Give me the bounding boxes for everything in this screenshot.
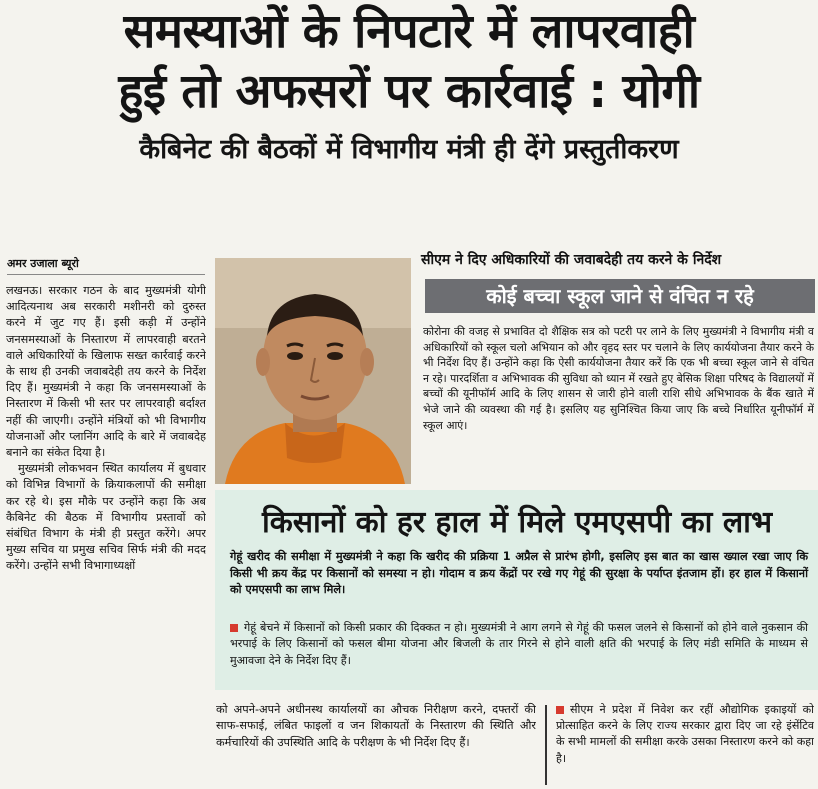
farmer-box-body: गेहूं खरीद की समीक्षा में मुख्यमंत्री ने कहा कि खरीद की प्रक्रिया 1 अप्रैल से प्रारंभ होगी, इसलिए इस बात का खास ख्याल रखा जाए कि किसी भी क्रय केंद्र पर किसानों को समस्या न हो। गोदाम व क्रय केंद्रों पर रखे गए गेहूं की सुरक्षा के पर्याप्त इंतजाम हों। हर हाल में किसानों को एमएसपी का लाभ मिले।: [230, 550, 808, 597]
red-square-bullet-icon: [556, 706, 564, 714]
headline-line-2: हुई तो अफसरों पर कार्रवाई : योगी: [118, 64, 700, 119]
subheadline: कैबिनेट की बैठकों में विभागीय मंत्री ही देंगे प्रस्तुतीकरण: [139, 134, 679, 165]
column-divider: [545, 705, 547, 785]
portrait-illustration: [215, 258, 411, 484]
farmer-box-note: [230, 620, 808, 669]
school-story-body: कोरोना की वजह से प्रभावित दो शैक्षिक सत्र को पटरी पर लाने के लिए मुख्यमंत्री ने विभागीय मंत्री व अधिकारियों को स्कूल चलो अभियान को और वृहद स्तर पर चलाने के लिए कार्ययोजना तैयार करने के भी निर्देश दिए हैं। उन्होंने कहा कि ऐसी कार्ययोजना तैयार करें कि एक भी बच्चा स्कूल जाने से वंचित न रहे। पारदर्शिता व अभिभावक की सुविधा को ध्यान में रखते हुए बेसिक शिक्षा परिषद के विद्यालयों में बच्चों की यूनीफॉर्म आदि के लिए शासन से जारी होने वाली राशि सीधे अभिभावक के बैंक खाते में भेजे जाने की व्यवस्था की गई है। इसलिए यह सुनिश्चित किया जाए कि बच्चे निर्धारित यूनीफॉर्म में स्कूल आएं।: [423, 325, 814, 432]
industry-note-text: सीएम ने प्रदेश में निवेश कर रहीं औद्योगिक इकाइयों को प्रोत्साहित करने के लिए राज्य सरकार द्वारा दिए जा रहे इंसेंटिव के सभी मामलों की समीक्षा करके उसका निस्तारण करने को कहा है।: [556, 703, 814, 765]
main-story-column: [6, 283, 206, 788]
main-story-paragraph: मुख्यमंत्री लोकभवन स्थित कार्यालय में बुधवार को विभिन्न विभागों के क्रियाकलापों की समीक्षा कर रहे थे। इस मौके पर उन्होंने कहा कि अब कैबिनेट की बैठक में विभागीय प्रस्तावों को संबंधित विभाग के मंत्री ही प्रस्तुत करेंगे। अपर मुख्य सचिव या प्रमुख सचिव सिर्फ मंत्री की मदद करेंगे। उन्होंने सभी विभागाध्यक्षों: [6, 462, 206, 573]
cm-portrait-photo: [215, 258, 411, 484]
red-square-bullet-icon: [230, 624, 238, 632]
headline-line-1: समस्याओं के निपटारे में लापरवाही: [123, 4, 695, 59]
main-story-paragraph: लखनऊ। सरकार गठन के बाद मुख्यमंत्री योगी आदित्यनाथ अब सरकारी मशीनरी को दुरुस्त करने में जुट गए हैं। इसी कड़ी में उन्होंने जनसमस्याओं के निस्तारण में लापरवाही बरतने वाले अधिकारियों के खिलाफ सख्त कार्रवाई करने के साथ ही उनकी जवाबदेही तय करने के निर्देश दिए हैं। मुख्यमंत्री ने कहा कि जनसमस्याओं के निस्तारण में किसी भी स्तर पर लापरवाही बर्दाश्त नहीं की जाएगी। उन्होंने मंत्रियों को भी विभागीय योजनाओं और प्लानिंग आदि के बारे में जवाबदेह बनाने का संकेत दिया है।: [6, 284, 206, 460]
byline: अमर उजाला ब्यूरो: [7, 256, 205, 275]
school-story-banner: कोई बच्चा स्कूल जाने से वंचित न रहे: [425, 279, 815, 313]
side-story-kicker: सीएम ने दिए अधिकारियों की जवाबदेही तय करने के निर्देश: [421, 252, 722, 268]
industry-note: [556, 702, 814, 788]
farmer-note-text: गेहूं बेचने में किसानों को किसी प्रकार की दिक्कत न हो। मुख्यमंत्री ने आग लगने से गेहूं की फसल जलने से किसानों को होने वाले नुकसान की भरपाई के लिए किसानों को फसल बीमा योजना और बिजली के तार गिरने से होने वाली क्षति की भरपाई के लिए मंडी समिति के माध्यम से मुआवजा देने के निर्देश दिए हैं।: [230, 621, 808, 667]
farmer-box-title: किसानों को हर हाल में मिले एमएसपी का लाभ: [261, 505, 773, 540]
main-story-continuation: को अपने-अपने अधीनस्थ कार्यालयों का औचक निरीक्षण करने, दफ्तरों की साफ-सफाई, लंबित फाइलों व जन शिकायतों के निस्तारण की स्थिति और कर्मचारियों की उपस्थिति आदि के परीक्षण के भी निर्देश दिए हैं।: [216, 703, 536, 749]
